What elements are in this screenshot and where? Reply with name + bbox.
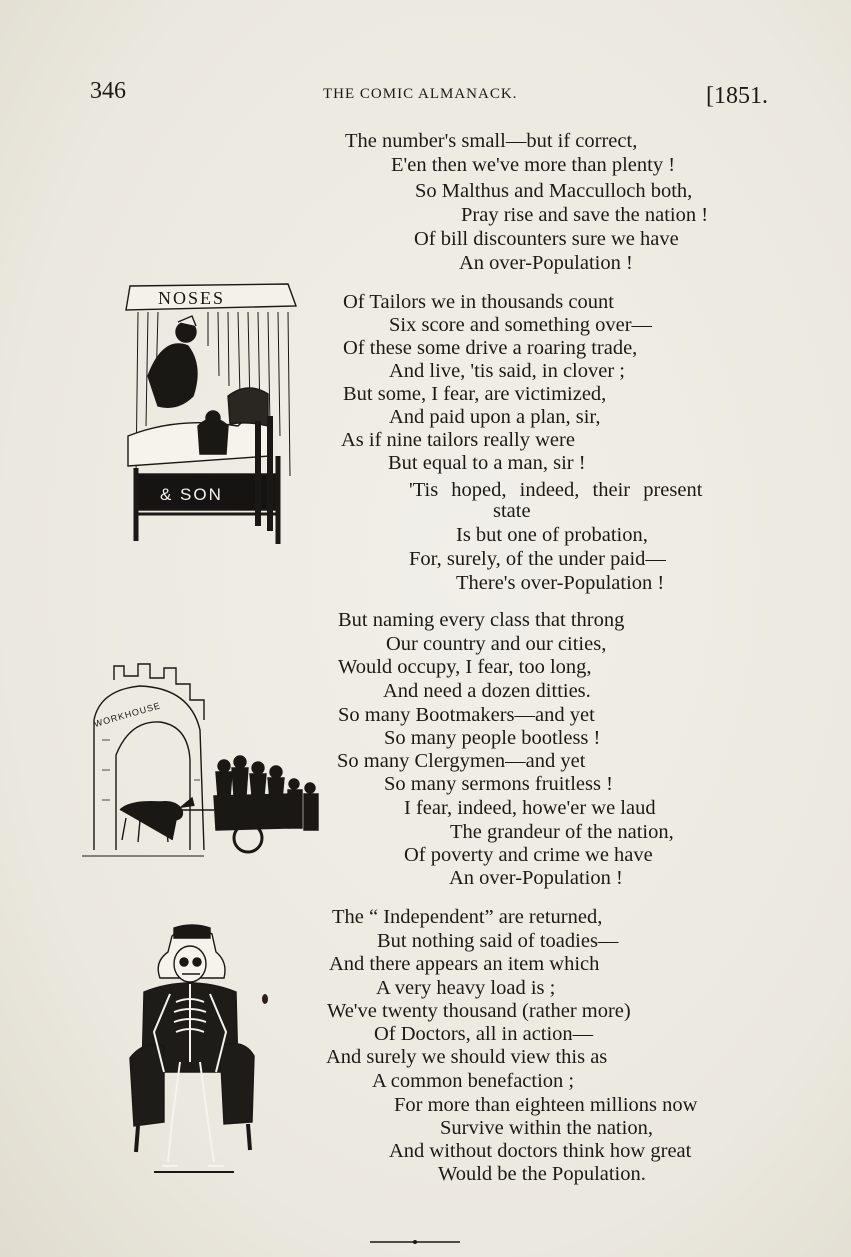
verse-line: Of Tailors we in thousands count: [343, 291, 614, 313]
tailor-sign-top: NOSES: [158, 288, 226, 308]
verse-line: The grandeur of the nation,: [450, 821, 674, 843]
verse-line: Of Doctors, all in action—: [374, 1023, 594, 1045]
tailor-illustration: [118, 276, 302, 548]
running-title: THE COMIC ALMANACK.: [323, 86, 518, 102]
verse-line: And there appears an item which: [329, 953, 600, 975]
verse-line: An over-Population !: [449, 867, 623, 889]
tailor-sign-bottom: & SON: [160, 485, 223, 504]
running-year: [1851.: [706, 83, 768, 109]
verse-line: Would occupy, I fear, too long,: [338, 656, 592, 678]
verse-line: The “ Independent” are returned,: [332, 906, 603, 928]
verse-line: A common benefaction ;: [372, 1070, 575, 1092]
ink-spot: [260, 993, 270, 1005]
workhouse-sign: WORKHOUSE: [92, 700, 162, 729]
verse-line: So many people bootless !: [384, 727, 601, 749]
verse-line: Pray rise and save the nation !: [461, 204, 709, 226]
verse-line: Six score and something over—: [389, 314, 653, 336]
verse-line: And without doctors think how great: [389, 1140, 692, 1162]
verse-line: But naming every class that throng: [338, 609, 625, 631]
verse-line: And live, 'tis said, in clover ;: [389, 360, 625, 382]
verse-line: 'Tis hoped, indeed, their present: [409, 479, 703, 501]
verse-line: For more than eighteen millions now: [394, 1094, 698, 1116]
verse-line: As if nine tailors really were: [341, 429, 575, 451]
verse-line: We've twenty thousand (rather more): [327, 1000, 631, 1022]
verse-line: But nothing said of toadies—: [377, 930, 619, 952]
verse-line: So Malthus and Macculloch both,: [415, 180, 693, 202]
verse-line: E'en then we've more than plenty !: [391, 154, 676, 176]
skeleton-doctor-illustration: [124, 922, 260, 1180]
verse-line: I fear, indeed, howe'er we laud: [404, 797, 656, 819]
verse-line: Of poverty and crime we have: [404, 844, 653, 866]
verse-line: And need a dozen ditties.: [383, 680, 591, 702]
workhouse-illustration: [80, 660, 328, 860]
verse-line: Is but one of probation,: [456, 524, 648, 546]
verse-line: Of these some drive a roaring trade,: [343, 337, 638, 359]
page-number: 346: [90, 78, 126, 104]
verse-line: And surely we should view this as: [326, 1046, 608, 1068]
verse-line: Our country and our cities,: [386, 633, 607, 655]
verse-line: An over-Population !: [459, 252, 633, 274]
verse-line: The number's small—but if correct,: [345, 130, 638, 152]
verse-line: So many Bootmakers—and yet: [338, 704, 595, 726]
verse-line: state: [493, 500, 531, 522]
verse-line: So many sermons fruitless !: [384, 773, 613, 795]
verse-line: Would be the Population.: [438, 1163, 646, 1185]
ornamental-rule: [370, 1240, 460, 1244]
verse-line: But some, I fear, are victimized,: [343, 383, 607, 405]
verse-line: But equal to a man, sir !: [388, 452, 586, 474]
verse-line: For, surely, of the under paid—: [409, 548, 666, 570]
running-head: [0, 78, 851, 112]
verse-line: Survive within the nation,: [440, 1117, 653, 1139]
verse-line: There's over-Population !: [456, 572, 665, 594]
verse-line: And paid upon a plan, sir,: [389, 406, 601, 428]
verse-line: So many Clergymen—and yet: [337, 750, 586, 772]
verse-line: Of bill discounters sure we have: [414, 228, 679, 250]
verse-line: A very heavy load is ;: [376, 977, 556, 999]
